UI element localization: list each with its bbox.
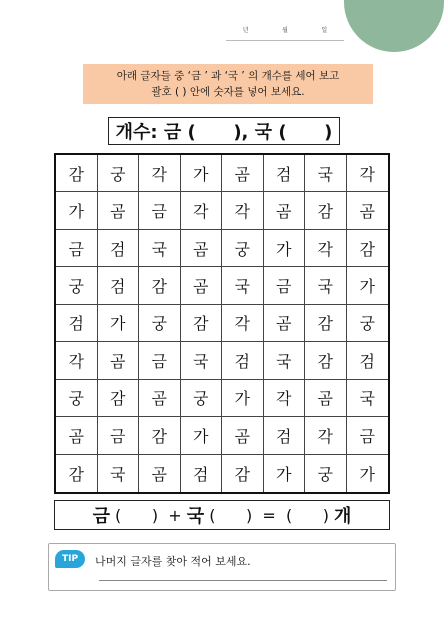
grid-cell[interactable]: 가 [264, 455, 306, 492]
sum-unit-label: 개 [334, 506, 352, 527]
grid-cell[interactable]: 곰 [98, 342, 140, 379]
grid-cell[interactable]: 감 [181, 305, 223, 342]
grid-cell[interactable]: 곰 [222, 417, 264, 454]
grid-cell[interactable]: 궁 [56, 380, 98, 417]
grid-cell[interactable]: 검 [181, 455, 223, 492]
grid-cell[interactable]: 각 [139, 155, 181, 192]
count-answer-text: 개수: 금 ( ), 국 ( ) [115, 122, 333, 143]
grid-cell[interactable]: 국 [222, 267, 264, 304]
sum-guk-blank: ( ) = ( ) [204, 505, 335, 525]
grid-cell[interactable]: 감 [139, 417, 181, 454]
grid-cell[interactable]: 곰 [222, 155, 264, 192]
grid-cell[interactable]: 국 [181, 342, 223, 379]
sum-guk-label: 국 [186, 506, 205, 527]
grid-cell[interactable]: 금 [98, 417, 140, 454]
grid-cell[interactable]: 각 [222, 305, 264, 342]
grid-cell[interactable]: 감 [98, 380, 140, 417]
grid-cell[interactable]: 금 [139, 342, 181, 379]
grid-cell[interactable]: 궁 [222, 230, 264, 267]
grid-cell[interactable]: 궁 [98, 155, 140, 192]
grid-cell[interactable]: 금 [264, 267, 306, 304]
year-label: 년 [242, 27, 249, 34]
grid-cell[interactable]: 곰 [181, 230, 223, 267]
instruction-line-1: 아래 글자들 중 ‘금 ’ 과 ‘국 ’ 의 개수를 세어 보고 [116, 70, 340, 82]
grid-cell[interactable]: 감 [139, 267, 181, 304]
grid-cell[interactable]: 금 [347, 417, 389, 454]
grid-cell[interactable]: 검 [98, 230, 140, 267]
grid-cell[interactable]: 곰 [181, 267, 223, 304]
grid-cell[interactable]: 국 [347, 380, 389, 417]
grid-cell[interactable]: 감 [305, 192, 347, 229]
tip-badge: TIP [55, 550, 85, 568]
grid-cell[interactable]: 각 [305, 417, 347, 454]
grid-cell[interactable]: 곰 [264, 192, 306, 229]
grid-cell[interactable]: 각 [222, 192, 264, 229]
tip-box [48, 543, 396, 591]
grid-cell[interactable]: 가 [222, 380, 264, 417]
grid-cell[interactable]: 검 [222, 342, 264, 379]
grid-cell[interactable]: 각 [347, 155, 389, 192]
grid-cell[interactable]: 궁 [347, 305, 389, 342]
grid-cell[interactable]: 가 [181, 417, 223, 454]
grid-cell[interactable]: 각 [56, 342, 98, 379]
grid-cell[interactable]: 각 [264, 380, 306, 417]
grid-cell[interactable]: 검 [347, 342, 389, 379]
grid-cell[interactable]: 국 [305, 267, 347, 304]
grid-cell[interactable]: 금 [139, 192, 181, 229]
grid-cell[interactable]: 가 [181, 155, 223, 192]
grid-cell[interactable]: 검 [98, 267, 140, 304]
date-row [226, 26, 344, 41]
grid-cell[interactable]: 감 [56, 455, 98, 492]
day-label: 일 [321, 27, 328, 34]
grid-cell[interactable]: 검 [264, 417, 306, 454]
grid-cell[interactable]: 검 [56, 305, 98, 342]
grid-cell[interactable]: 국 [305, 155, 347, 192]
month-label: 월 [282, 27, 288, 34]
grid-cell[interactable]: 곰 [98, 192, 140, 229]
letter-grid [54, 153, 390, 494]
grid-cell[interactable]: 곰 [347, 192, 389, 229]
grid-cell[interactable]: 궁 [305, 455, 347, 492]
grid-cell[interactable]: 가 [347, 267, 389, 304]
grid-cell[interactable]: 국 [139, 230, 181, 267]
instruction-box [83, 64, 373, 104]
tip-text: 나머지 글자를 찾아 적어 보세요. [95, 555, 251, 568]
grid-cell[interactable]: 곰 [139, 380, 181, 417]
grid-cell[interactable]: 감 [347, 230, 389, 267]
sum-geum-blank: ( ) + [109, 505, 187, 525]
grid-cell[interactable]: 궁 [56, 267, 98, 304]
grid-cell[interactable]: 곰 [264, 305, 306, 342]
count-answer-box[interactable] [108, 117, 340, 145]
grid-cell[interactable]: 국 [98, 455, 140, 492]
grid-cell[interactable]: 국 [264, 342, 306, 379]
grid-cell[interactable]: 곰 [139, 455, 181, 492]
grid-cell[interactable]: 감 [305, 342, 347, 379]
grid-cell[interactable]: 가 [264, 230, 306, 267]
grid-cell[interactable]: 검 [264, 155, 306, 192]
decorative-circle [344, 0, 444, 52]
grid-cell[interactable]: 감 [56, 155, 98, 192]
grid-cell[interactable]: 감 [305, 305, 347, 342]
grid-cell[interactable]: 궁 [139, 305, 181, 342]
sum-geum-label: 금 [92, 506, 110, 527]
grid-cell[interactable]: 금 [56, 230, 98, 267]
grid-cell[interactable]: 곰 [56, 417, 98, 454]
grid-cell[interactable]: 각 [305, 230, 347, 267]
grid-cell[interactable]: 각 [181, 192, 223, 229]
grid-cell[interactable]: 가 [359, 464, 375, 484]
grid-cell[interactable]: 곰 [305, 380, 347, 417]
instruction-line-2: 괄호 ( ) 안에 숫자를 넣어 보세요. [151, 86, 305, 98]
grid-cell[interactable]: 가 [98, 305, 140, 342]
grid-cell[interactable]: 가 [56, 192, 98, 229]
grid-cell[interactable]: 궁 [181, 380, 223, 417]
grid-cell[interactable]: 감 [222, 455, 264, 492]
sum-answer-box[interactable] [54, 500, 390, 530]
tip-answer-line[interactable] [99, 580, 387, 581]
